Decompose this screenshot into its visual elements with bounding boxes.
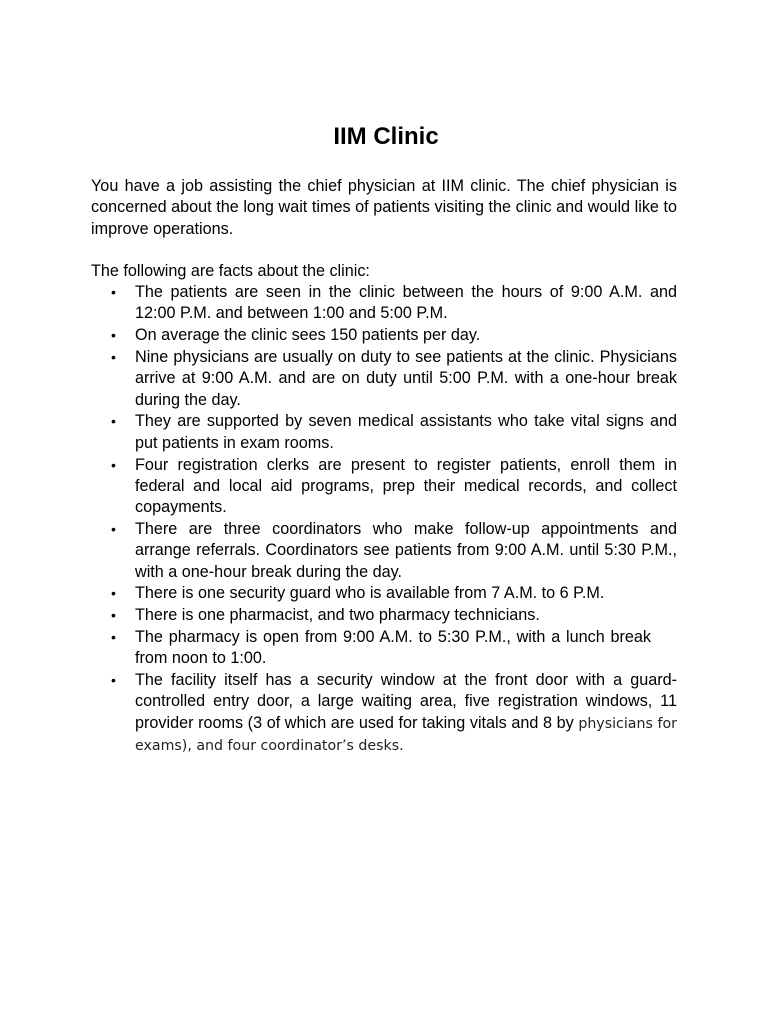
fact-text: There is one security guard who is available from 7 A.M. to 6 P.M. bbox=[135, 584, 605, 603]
bullet-icon: • bbox=[111, 456, 116, 473]
bullet-icon: • bbox=[111, 520, 116, 537]
list-item bbox=[91, 519, 677, 583]
fact-text: Nine physicians are usually on duty to see patients at the clinic. Physicians arrive at 9:00 A.M. and are on duty until 5:00 P.M. with a one-hour break during the day. bbox=[135, 348, 677, 409]
list-item bbox=[91, 583, 677, 604]
list-item bbox=[91, 411, 677, 454]
list-item bbox=[91, 627, 677, 670]
bullet-icon: • bbox=[111, 585, 116, 602]
list-item bbox=[91, 282, 677, 325]
page-title: IIM Clinic bbox=[333, 123, 439, 150]
list-item bbox=[91, 670, 677, 757]
facts-lead-in: The following are facts about the clinic: bbox=[91, 261, 370, 280]
fact-text: Four registration clerks are present to register patients, enroll them in federal and local aid programs, prep their medical records, and collect copayments. bbox=[135, 455, 677, 517]
list-item bbox=[91, 325, 677, 346]
bullet-icon: • bbox=[111, 284, 116, 301]
bullet-icon: • bbox=[111, 672, 116, 689]
fact-text: On average the clinic sees 150 patients per day. bbox=[135, 326, 481, 345]
bullet-icon: • bbox=[111, 607, 116, 624]
fact-text: There is one pharmacist, and two pharmacy technicians. bbox=[135, 606, 540, 625]
list-item bbox=[91, 455, 677, 519]
bullet-icon: • bbox=[111, 413, 116, 430]
fact-text: The facility itself has a security window at the front door with a guard-controlled entry door, a large waiting area, five registration windows, 11 provider rooms (3 of which are used for taking vitals and 8 by bbox=[135, 671, 677, 732]
facts-list bbox=[91, 282, 677, 757]
fact-text: The pharmacy is open from 9:00 A.M. to 5:30 P.M., with a lunch break bbox=[135, 627, 651, 646]
fact-text: They are supported by seven medical assistants who take vital signs and put patients in exam rooms. bbox=[135, 412, 677, 452]
document-page bbox=[91, 120, 677, 758]
fact-text: There are three coordinators who make follow-up appointments and arrange referrals. Coordinators see patients from 9:00 A.M. until 5:30 P.M., with a one-hour break during the day. bbox=[135, 519, 677, 581]
fact-text-tail: physicians for exams), and four coordinator’s desks. bbox=[135, 715, 677, 754]
list-item bbox=[91, 605, 677, 626]
list-item bbox=[91, 347, 677, 411]
fact-text: The patients are seen in the clinic between the hours of 9:00 A.M. and 12:00 P.M. and between 1:00 and 5:00 P.M. bbox=[135, 283, 677, 323]
intro-paragraph: You have a job assisting the chief physician at IIM clinic. The chief physician is concerned about the long wait times of patients visiting the clinic and would like to improve operations. bbox=[91, 177, 677, 238]
bullet-icon: • bbox=[111, 628, 116, 645]
fact-text: from noon to 1:00. bbox=[135, 649, 267, 668]
bullet-icon: • bbox=[111, 327, 116, 344]
bullet-icon: • bbox=[111, 349, 116, 366]
